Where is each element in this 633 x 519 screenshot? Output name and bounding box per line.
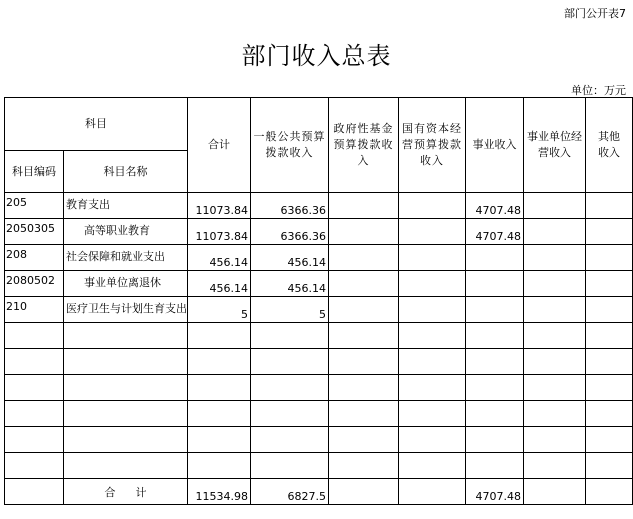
empty-cell xyxy=(399,427,466,453)
empty-cell xyxy=(466,323,524,349)
footer-state-capital xyxy=(399,479,466,505)
empty-cell xyxy=(251,375,329,401)
empty-cell xyxy=(399,349,466,375)
header-subject: 科目 xyxy=(5,98,188,151)
table-row xyxy=(5,219,633,245)
empty-table-row xyxy=(5,375,633,401)
header-career-income: 事业收入 xyxy=(466,98,524,193)
row-operation xyxy=(524,219,586,245)
row-general: 5 xyxy=(251,297,329,323)
empty-cell xyxy=(188,349,251,375)
table-row xyxy=(5,193,633,219)
empty-cell xyxy=(64,323,188,349)
footer-general: 6827.5 xyxy=(251,479,329,505)
row-state-capital xyxy=(399,297,466,323)
empty-cell xyxy=(64,401,188,427)
empty-cell xyxy=(524,323,586,349)
row-other xyxy=(586,219,633,245)
row-total: 11073.84 xyxy=(188,193,251,219)
row-code: 208 xyxy=(5,245,64,271)
empty-cell xyxy=(524,427,586,453)
header-gov-fund xyxy=(329,98,399,193)
empty-cell xyxy=(329,349,399,375)
empty-cell xyxy=(399,375,466,401)
empty-cell xyxy=(329,401,399,427)
row-name: 高等职业教育 xyxy=(64,219,188,245)
row-code: 210 xyxy=(5,297,64,323)
empty-cell xyxy=(399,323,466,349)
header-subject-code: 科目编码 xyxy=(5,151,64,193)
empty-table-row xyxy=(5,401,633,427)
row-other xyxy=(586,193,633,219)
header-other-income-text: 其他收入 xyxy=(598,130,620,159)
empty-cell xyxy=(64,375,188,401)
row-total: 11073.84 xyxy=(188,219,251,245)
empty-table-row xyxy=(5,349,633,375)
empty-cell xyxy=(329,453,399,479)
row-operation xyxy=(524,271,586,297)
row-operation xyxy=(524,245,586,271)
empty-cell xyxy=(5,375,64,401)
empty-cell xyxy=(251,427,329,453)
footer-other xyxy=(586,479,633,505)
row-operation xyxy=(524,297,586,323)
empty-table-row xyxy=(5,323,633,349)
row-general: 456.14 xyxy=(251,245,329,271)
empty-cell xyxy=(586,375,633,401)
footer-code-cell xyxy=(5,479,64,505)
row-gov-fund xyxy=(329,271,399,297)
empty-cell xyxy=(586,323,633,349)
row-gov-fund xyxy=(329,193,399,219)
empty-cell xyxy=(5,453,64,479)
empty-cell xyxy=(251,401,329,427)
empty-cell xyxy=(524,453,586,479)
empty-cell xyxy=(399,401,466,427)
row-other xyxy=(586,245,633,271)
header-career-unit-operation-text: 事业单位经营收入 xyxy=(527,130,582,159)
row-name: 社会保障和就业支出 xyxy=(64,245,188,271)
empty-cell xyxy=(251,323,329,349)
row-general: 6366.36 xyxy=(251,193,329,219)
row-general: 456.14 xyxy=(251,271,329,297)
footer-label xyxy=(64,479,188,505)
header-other-income xyxy=(586,98,633,193)
footer-gov-fund xyxy=(329,479,399,505)
unit-label: 单位：万元 xyxy=(571,84,626,97)
row-career xyxy=(466,297,524,323)
row-other xyxy=(586,297,633,323)
table-row xyxy=(5,245,633,271)
empty-cell xyxy=(466,453,524,479)
empty-cell xyxy=(399,453,466,479)
footer-label-left: 合 xyxy=(104,485,116,499)
header-state-capital xyxy=(399,98,466,193)
footer-label-right: 计 xyxy=(135,485,147,499)
empty-cell xyxy=(251,349,329,375)
row-name: 医疗卫生与计划生育支出 xyxy=(64,297,188,323)
empty-cell xyxy=(5,401,64,427)
row-state-capital xyxy=(399,245,466,271)
empty-cell xyxy=(524,349,586,375)
income-summary-table xyxy=(4,97,633,505)
empty-cell xyxy=(466,375,524,401)
footer-total: 11534.98 xyxy=(188,479,251,505)
empty-cell xyxy=(329,427,399,453)
empty-cell xyxy=(64,349,188,375)
empty-cell xyxy=(64,427,188,453)
empty-cell xyxy=(586,349,633,375)
row-state-capital xyxy=(399,193,466,219)
header-state-capital-text: 国有资本经营预算拨款收入 xyxy=(402,122,462,167)
row-career: 4707.48 xyxy=(466,219,524,245)
row-name: 教育支出 xyxy=(64,193,188,219)
empty-cell xyxy=(5,427,64,453)
footer-career: 4707.48 xyxy=(466,479,524,505)
empty-cell xyxy=(188,453,251,479)
row-state-capital xyxy=(399,219,466,245)
empty-cell xyxy=(466,427,524,453)
empty-cell xyxy=(586,453,633,479)
header-gov-fund-text: 政府性基金预算拨款收入 xyxy=(333,122,394,167)
empty-cell xyxy=(524,401,586,427)
row-career: 4707.48 xyxy=(466,193,524,219)
empty-cell xyxy=(586,427,633,453)
header-subject-name: 科目名称 xyxy=(64,151,188,193)
empty-cell xyxy=(524,375,586,401)
table-row xyxy=(5,297,633,323)
page-title: 部门收入总表 xyxy=(241,42,392,70)
row-general: 6366.36 xyxy=(251,219,329,245)
empty-cell xyxy=(329,375,399,401)
empty-cell xyxy=(64,453,188,479)
row-total: 456.14 xyxy=(188,271,251,297)
row-total: 456.14 xyxy=(188,245,251,271)
row-career xyxy=(466,245,524,271)
row-operation xyxy=(524,193,586,219)
row-name: 事业单位离退休 xyxy=(64,271,188,297)
footer-operation xyxy=(524,479,586,505)
row-code: 2080502 xyxy=(5,271,64,297)
row-gov-fund xyxy=(329,245,399,271)
row-other xyxy=(586,271,633,297)
empty-cell xyxy=(466,401,524,427)
row-gov-fund xyxy=(329,297,399,323)
header-general-budget xyxy=(251,98,329,193)
empty-cell xyxy=(188,323,251,349)
empty-cell xyxy=(251,453,329,479)
row-code: 2050305 xyxy=(5,219,64,245)
empty-table-row xyxy=(5,453,633,479)
form-tag: 部门公开表7 xyxy=(564,7,626,20)
table-footer-row xyxy=(5,479,633,505)
empty-cell xyxy=(586,401,633,427)
header-total: 合计 xyxy=(188,98,251,193)
header-general-budget-text: 一般公共预算拨款收入 xyxy=(253,130,326,159)
empty-cell xyxy=(188,401,251,427)
table-row xyxy=(5,271,633,297)
row-state-capital xyxy=(399,271,466,297)
row-code: 205 xyxy=(5,193,64,219)
row-career xyxy=(466,271,524,297)
row-total: 5 xyxy=(188,297,251,323)
empty-cell xyxy=(329,323,399,349)
empty-table-row xyxy=(5,427,633,453)
row-gov-fund xyxy=(329,219,399,245)
header-career-unit-operation xyxy=(524,98,586,193)
empty-cell xyxy=(188,427,251,453)
empty-cell xyxy=(188,375,251,401)
empty-cell xyxy=(5,349,64,375)
empty-cell xyxy=(5,323,64,349)
empty-cell xyxy=(466,349,524,375)
